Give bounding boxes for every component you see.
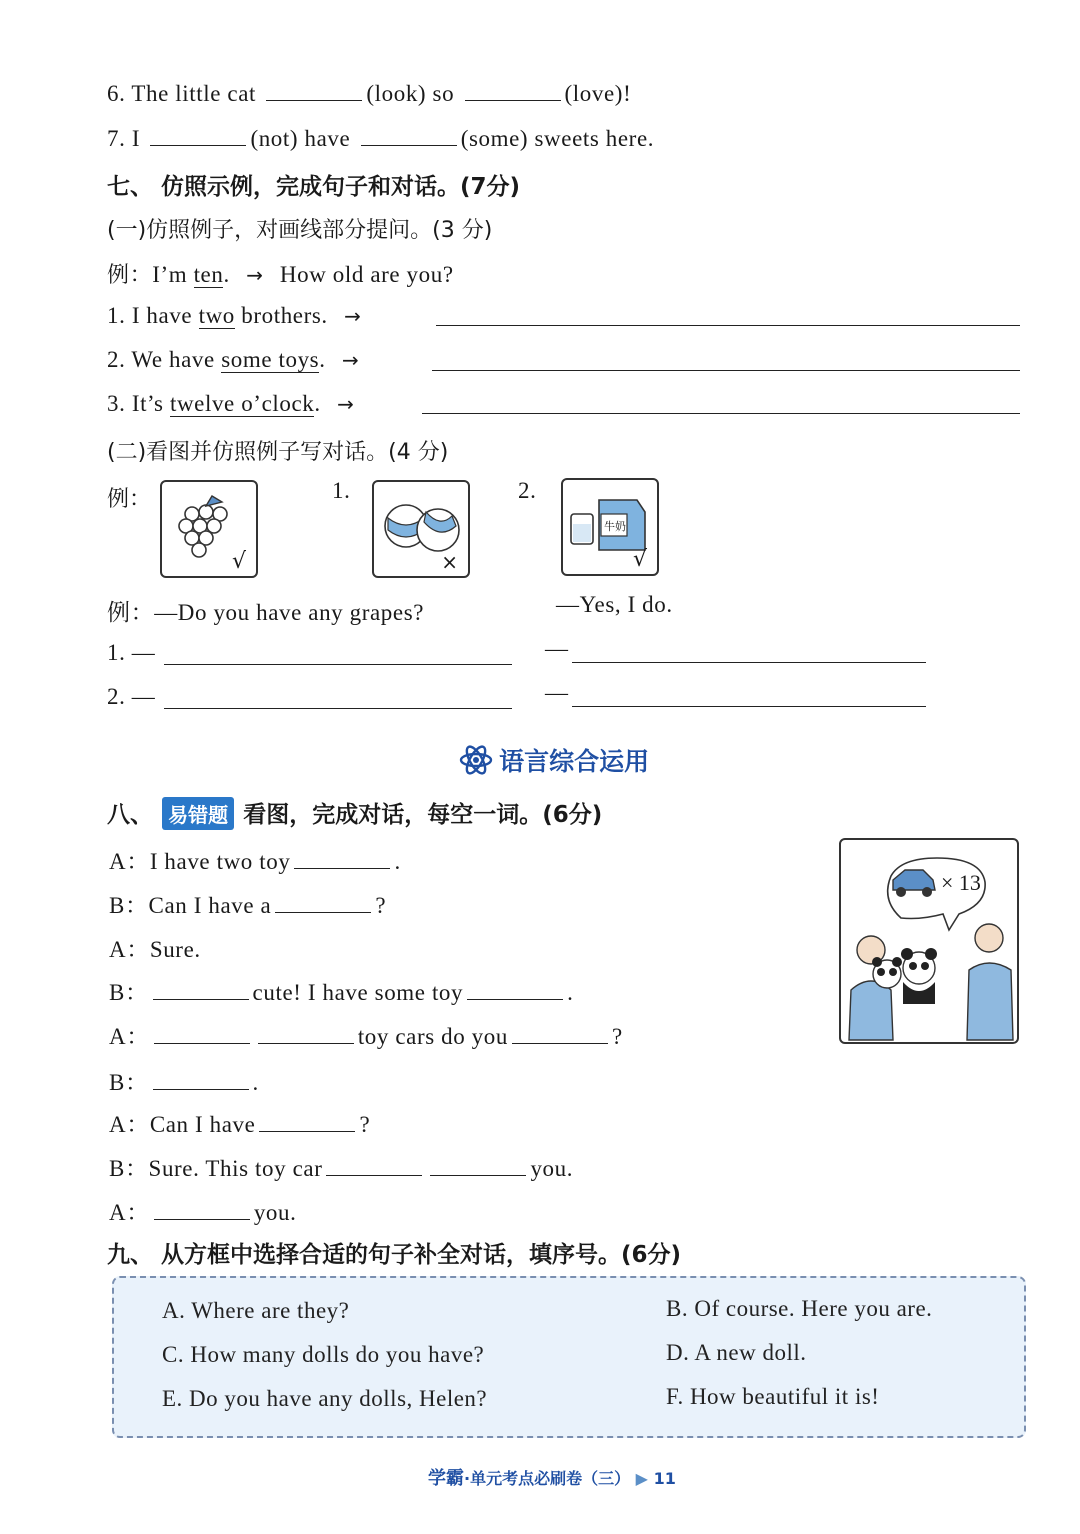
blank[interactable] bbox=[326, 1155, 422, 1176]
section-banner bbox=[458, 742, 649, 778]
dialog-line: A：Sure. bbox=[109, 937, 201, 962]
brand-logo: 学霸 bbox=[428, 1468, 464, 1489]
arrow-icon: → bbox=[246, 263, 264, 287]
section-9-title: 九、 从方框中选择合适的句子补全对话，填序号。(6分) bbox=[107, 1242, 682, 1268]
answer-line[interactable] bbox=[164, 664, 512, 665]
part-2-title: (二)看图并仿照例子写对话。(4 分) bbox=[107, 440, 449, 465]
atom-icon bbox=[458, 742, 494, 778]
page-footer: 学霸·单元考点必刷卷（三） ▶ 11 bbox=[428, 1468, 676, 1489]
picture-label: 2. bbox=[518, 478, 537, 503]
arrow-icon: → bbox=[341, 348, 360, 372]
blank[interactable] bbox=[512, 1023, 608, 1044]
arrow-icon: → bbox=[344, 304, 362, 328]
blank[interactable] bbox=[266, 80, 362, 101]
blank[interactable] bbox=[275, 892, 371, 913]
option-d: D. A new doll. bbox=[666, 1340, 807, 1365]
rewrite-item-2: 2. We have some toys. → bbox=[107, 347, 360, 372]
answer-line[interactable] bbox=[164, 708, 512, 709]
blank[interactable] bbox=[154, 1199, 250, 1220]
blank[interactable] bbox=[259, 1111, 355, 1132]
section-8-title: 八、 易错题 看图，完成对话，每空一词。(6分) bbox=[107, 796, 602, 830]
options-box bbox=[112, 1276, 1026, 1438]
blank[interactable] bbox=[153, 979, 249, 1000]
blank[interactable] bbox=[154, 1023, 250, 1044]
page-number: 11 bbox=[653, 1469, 676, 1488]
milk-label: 牛奶 bbox=[604, 520, 626, 533]
dialog-row-label: 2. — bbox=[107, 684, 156, 709]
dialog-example-question: 例：—Do you have any grapes? bbox=[107, 600, 425, 625]
dialog-line: A：Can I have ? bbox=[109, 1112, 371, 1137]
dialog-line: B： . bbox=[109, 1070, 259, 1095]
answer-line[interactable] bbox=[572, 706, 926, 707]
section-7-title: 七、 仿照示例，完成句子和对话。(7分) bbox=[107, 174, 521, 200]
dialog-line: B：Can I have a ? bbox=[109, 893, 387, 918]
rewrite-item-1: 1. I have two brothers. → bbox=[107, 303, 362, 328]
example-sentence: 例：I’m ten. → How old are you? bbox=[107, 262, 454, 288]
blank[interactable] bbox=[361, 125, 457, 146]
blank[interactable] bbox=[153, 1069, 249, 1090]
option-b: B. Of course. Here you are. bbox=[666, 1296, 933, 1321]
dialog-line: A： toy cars do you ? bbox=[109, 1024, 623, 1049]
blank[interactable] bbox=[430, 1155, 526, 1176]
answer-line[interactable] bbox=[436, 325, 1020, 326]
blank[interactable] bbox=[258, 1023, 354, 1044]
blank[interactable] bbox=[294, 848, 390, 869]
play-icon: ▶ bbox=[635, 1469, 648, 1488]
option-a: A. Where are they? bbox=[162, 1298, 350, 1323]
dialog-example-answer: —Yes, I do. bbox=[556, 592, 673, 617]
blank[interactable] bbox=[467, 979, 563, 1000]
check-mark: √ bbox=[231, 549, 246, 574]
picture-label: 1. bbox=[332, 478, 351, 503]
balls-picture bbox=[372, 480, 470, 578]
kids-pandas-picture bbox=[839, 838, 1019, 1044]
dialog-line: B： cute! I have some toy . bbox=[109, 980, 574, 1005]
blank[interactable] bbox=[465, 80, 561, 101]
option-f: F. How beautiful it is! bbox=[666, 1384, 880, 1409]
question-7: 7. I (not) have (some) sweets here. bbox=[107, 126, 655, 151]
milk-picture bbox=[561, 478, 659, 576]
dash: — bbox=[545, 680, 569, 705]
check-mark: √ bbox=[632, 547, 647, 572]
car-count: × 13 bbox=[941, 870, 981, 895]
kids-with-pandas-icon bbox=[841, 840, 1017, 1042]
option-e: E. Do you have any dolls, Helen? bbox=[162, 1386, 488, 1411]
answer-line[interactable] bbox=[422, 413, 1020, 414]
answer-line[interactable] bbox=[572, 662, 926, 663]
section-banner-title: 语言综合运用 bbox=[499, 747, 650, 776]
blank[interactable] bbox=[150, 125, 246, 146]
cross-mark: × bbox=[441, 550, 458, 574]
dialog-row-label: 1. — bbox=[107, 640, 156, 665]
grapes-picture bbox=[160, 480, 258, 578]
part-1-title: (一)仿照例子，对画线部分提问。(3 分) bbox=[107, 218, 493, 243]
option-c: C. How many dolls do you have? bbox=[162, 1342, 485, 1367]
arrow-icon: → bbox=[337, 392, 355, 416]
dialog-line: B：Sure. This toy car you. bbox=[109, 1156, 574, 1181]
picture-label: 例： bbox=[107, 487, 152, 512]
dialog-line: A：I have two toy . bbox=[109, 849, 401, 874]
question-6: 6. The little cat (look) so (love)! bbox=[107, 81, 632, 106]
dialog-line: A： you. bbox=[109, 1200, 297, 1225]
rewrite-item-3: 3. It’s twelve o’clock. → bbox=[107, 391, 355, 416]
answer-line[interactable] bbox=[432, 370, 1020, 371]
error-prone-badge: 易错题 bbox=[162, 797, 234, 830]
dash: — bbox=[545, 636, 569, 661]
